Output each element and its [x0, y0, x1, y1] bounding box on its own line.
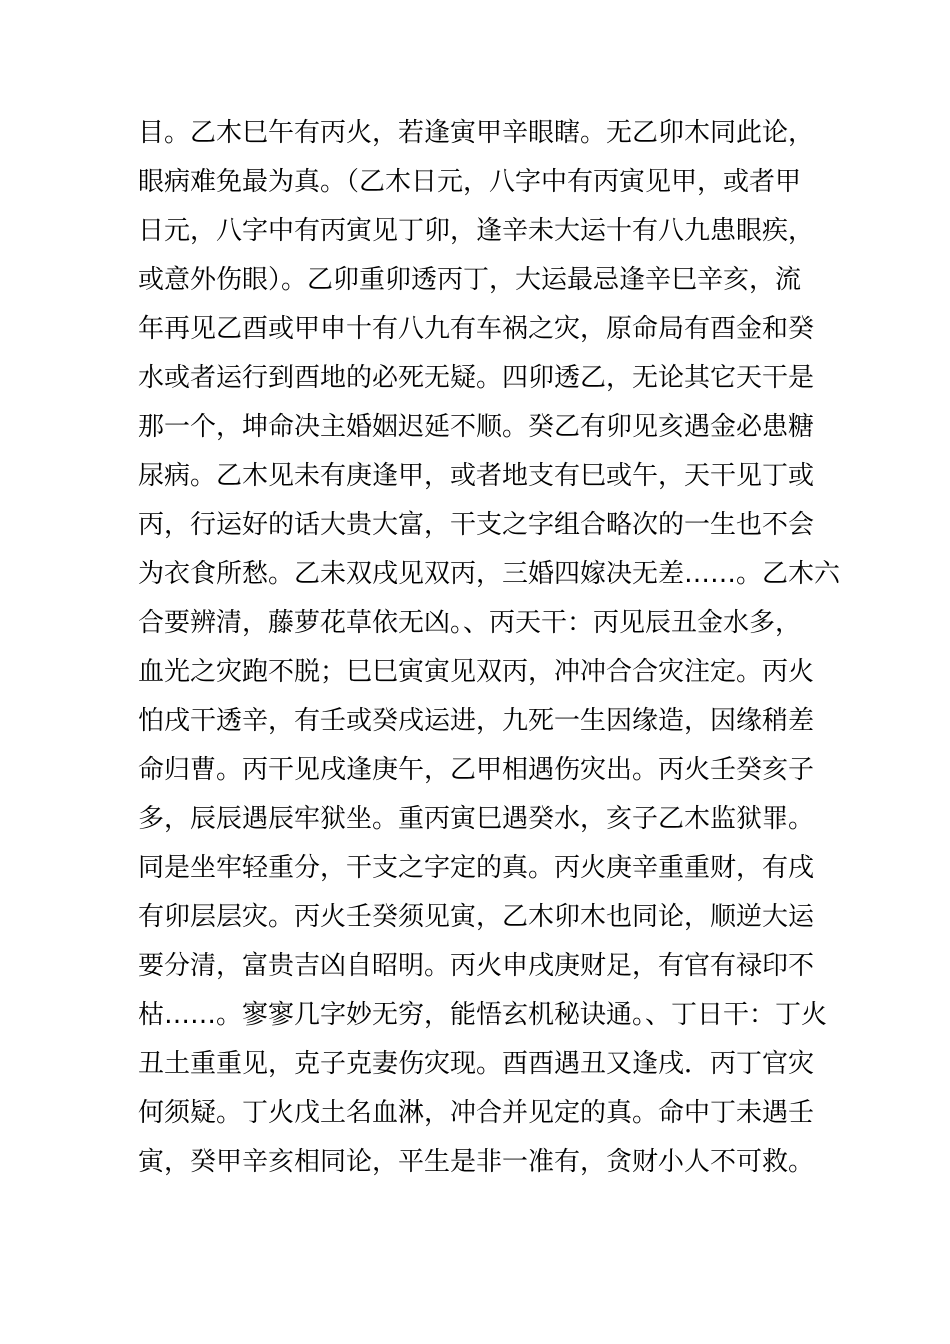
- text-line: 合要辨清，藤萝花草依无凶。、丙天干：丙见辰丑金水多，: [138, 608, 802, 638]
- text-line: 为衣食所愁。乙未双戌见双丙，三婚四嫁决无差……。乙木六: [138, 559, 841, 589]
- body-text: [138, 109, 841, 1187]
- text-line: 丑土重重见，克子克妻伤灾现。酉酉遇丑又逢戌．丙丁官灾: [138, 1049, 815, 1079]
- text-line: 血光之灾跑不脱；巳巳寅寅见双丙，冲冲合合灾注定。丙火: [138, 657, 815, 687]
- text-line: 日元，八字中有丙寅见丁卯，逢辛未大运十有八九患眼疾，: [138, 216, 815, 246]
- text-line: 同是坐牢轻重分，干支之字定的真。丙火庚辛重重财，有戌: [138, 853, 815, 883]
- text-line: 寅，癸甲辛亥相同论，平生是非一准有，贪财小人不可救。: [138, 1147, 815, 1177]
- text-line: 枯……。寥寥几字妙无穷，能悟玄机秘诀通。、丁日干：丁火: [138, 1000, 828, 1030]
- text-line: 目。乙木巳午有丙火，若逢寅甲辛眼瞎。无乙卯木同此论，: [138, 118, 815, 148]
- text-line: 要分清，富贵吉凶自昭明。丙火申戌庚财足，有官有禄印不: [138, 951, 815, 981]
- text-line: 眼病难免最为真。（乙木日元，八字中有丙寅见甲，或者甲: [138, 167, 802, 197]
- text-line: 何须疑。丁火戊土名血淋，冲合并见定的真。命中丁未遇壬: [138, 1098, 815, 1128]
- text-line: 丙，行运好的话大贵大富，干支之字组合略次的一生也不会: [138, 510, 815, 540]
- text-line: 多，辰辰遇辰牢狱坐。重丙寅巳遇癸水，亥子乙木监狱罪。: [138, 804, 815, 834]
- text-line: 水或者运行到酉地的必死无疑。四卯透乙，无论其它天干是: [138, 363, 815, 393]
- text-line: 尿病。乙木见未有庚逢甲，或者地支有巳或午，天干见丁或: [138, 461, 815, 491]
- text-line: 那一个，坤命决主婚姻迟延不顺。癸乙有卯见亥遇金必患糖: [138, 412, 815, 442]
- text-line: 或意外伤眼）。乙卯重卯透丙丁，大运最忌逢辛巳辛亥，流: [138, 265, 802, 295]
- text-line: 有卯层层灾。丙火壬癸须见寅，乙木卯木也同论，顺逆大运: [138, 902, 815, 932]
- text-line: 怕戌干透辛，有壬或癸戌运进，九死一生因缘造，因缘稍差: [138, 706, 815, 736]
- text-line: 命归曹。丙干见戌逢庚午，乙甲相遇伤灾出。丙火壬癸亥子: [138, 755, 815, 785]
- text-line: 年再见乙酉或甲申十有八九有车祸之灾，原命局有酉金和癸: [138, 314, 815, 344]
